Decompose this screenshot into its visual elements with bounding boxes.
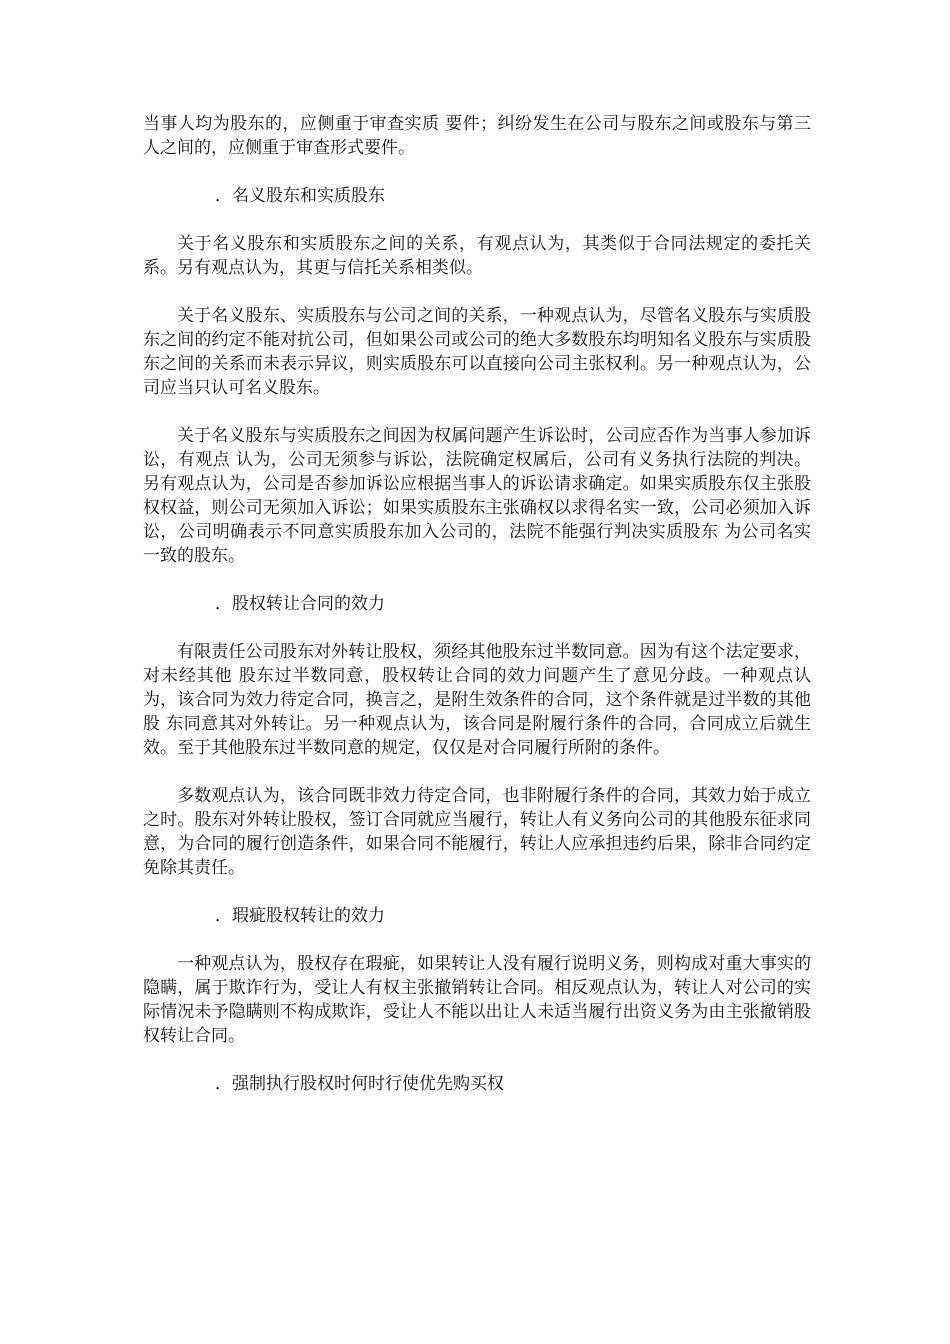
- paragraph: 关于名义股东和实质股东之间的关系，有观点认为，其类似于合同法规定的委托关系。另有观点认为，其更与信托关系相类似。: [143, 234, 811, 278]
- paragraph: 当事人均为股东的，应侧重于审查实质 要件；纠纷发生在公司与股东之间或股东与第三人之间的，应侧重于审查形式要件。: [143, 114, 811, 158]
- paragraph: 多数观点认为，该合同既非效力待定合同，也非附履行条件的合同，其效力始于成立之时。股东对外转让股权，签订合同就应当履行，转让人有义务向公司的其他股东征求同意，为合同的履行创造条件，如果合同不能履行，转让人应承担违约后果，除非合同约定免除其责任。: [143, 786, 811, 878]
- section-heading: ．股权转让合同的效力: [215, 594, 385, 614]
- paragraph: 关于名义股东与实质股东之间因为权属问题产生诉讼时，公司应否作为当事人参加诉讼，有观点 认为，公司无须参与诉讼，法院确定权属后，公司有义务执行法院的判决。另有观点认为，公司是否参加诉讼应根据当事人的诉讼请求确定。如果实质股东仅主张股 权权益，则公司无须加入诉讼；如果实质股东主张确权以求得名实一致，公司必须加入诉讼，公司明确表示不同意实质股东加入公司的，法院不能强行判决实质股东 为公司名实一致的股东。: [143, 426, 811, 566]
- document-body: [143, 112, 811, 1120]
- paragraph: 关于名义股东、实质股东与公司之间的关系，一种观点认为，尽管名义股东与实质股东之间的约定不能对抗公司，但如果公司或公司的绝大多数股东均明知名义股东与实质股东之间的关系而未表示异议，则实质股东可以直接向公司主张权利。另一种观点认为，公司应当只认可名义股东。: [143, 306, 811, 398]
- paragraph: 有限责任公司股东对外转让股权，须经其他股东过半数同意。因为有这个法定要求，对未经其他 股东过半数同意，股权转让合同的效力问题产生了意见分歧。一种观点认为，该合同为效力待定合同，换言之，是附生效条件的合同，这个条件就是过半数的其他股 东同意其对外转让。另一种观点认为，该合同是附履行条件的合同，合同成立后就生效。至于其他股东过半数同意的规定，仅仅是对合同履行所附的条件。: [143, 642, 811, 758]
- section-heading: ．名义股东和实质股东: [215, 186, 385, 206]
- section-heading: ．强制执行股权时何时行使优先购买权: [215, 1074, 504, 1094]
- paragraph: 一种观点认为，股权存在瑕疵，如果转让人没有履行说明义务，则构成对重大事实的隐瞒，属于欺诈行为，受让人有权主张撤销转让合同。相反观点认为，转让人对公司的实际情况未予隐瞒则不构成欺诈，受让人不能以出让人未适当履行出资义务为由主张撤销股权转让合同。: [143, 954, 811, 1046]
- section-heading: ．瑕疵股权转让的效力: [215, 906, 385, 926]
